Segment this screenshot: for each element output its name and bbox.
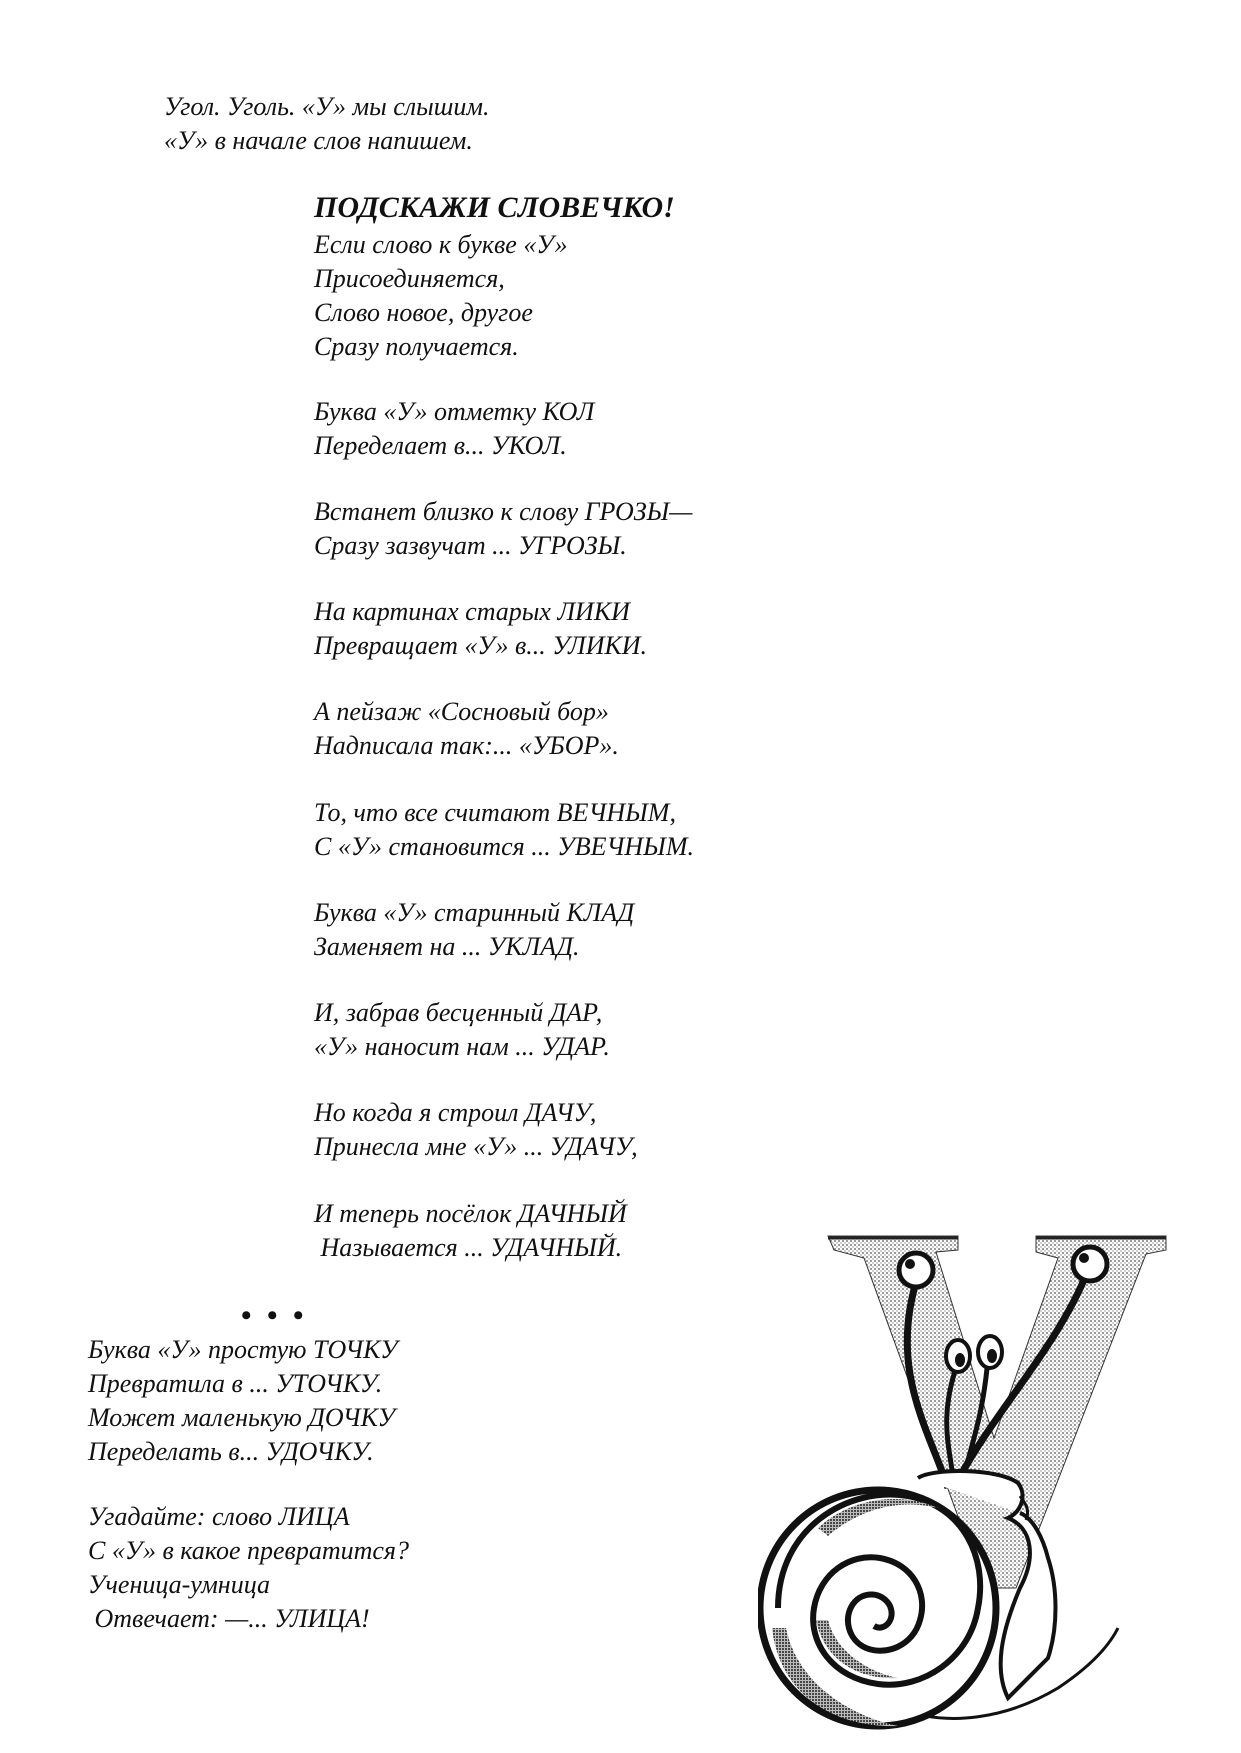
bottom-stanza-1 <box>88 1333 398 1469</box>
stanza-10 <box>314 1197 627 1265</box>
poem-line: Буква «У» отметку КОЛ <box>314 397 595 426</box>
poem-line: И, забрав бесценный ДАР, <box>314 998 603 1027</box>
intro-line: Угол. Уголь. «У» мы слышим. <box>164 92 490 121</box>
section-separator: • • • <box>241 1299 308 1332</box>
stanza-2 <box>314 395 594 463</box>
stanza-5 <box>314 695 619 763</box>
intro-couplet <box>164 90 489 158</box>
poem-line: Ученица-умница <box>88 1570 271 1599</box>
poem-line: Переделать в... УДОЧКУ. <box>88 1437 374 1466</box>
poem-title: ПОДСКАЖИ СЛОВЕЧКО! <box>314 191 675 224</box>
bottom-stanza-2 <box>88 1500 409 1636</box>
poem-line: Слово новое, другое <box>314 298 533 327</box>
poem-line: Надписала так:... «УБОР». <box>314 731 619 760</box>
poem-line: «У» наносит нам ... УДАР. <box>314 1032 610 1061</box>
poem-line: Если слово к букве «У» <box>314 230 568 259</box>
stanza-9 <box>314 1096 638 1164</box>
poem-line: Превратила в ... УТОЧКУ. <box>88 1369 383 1398</box>
stanza-4 <box>314 595 647 663</box>
stanza-6 <box>314 796 694 864</box>
poem-line: Переделает в... УКОЛ. <box>314 431 567 460</box>
poem-line: С «У» становится ... УВЕЧНЫМ. <box>314 832 694 861</box>
poem-line: Но когда я строил ДАЧУ, <box>314 1098 597 1127</box>
poem-line: Может маленькую ДОЧКУ <box>88 1403 395 1432</box>
poem-line: И теперь посёлок ДАЧНЫЙ <box>314 1199 627 1228</box>
poem-line: Встанет близко к слову ГРОЗЫ— <box>314 497 693 526</box>
poem-line: Присоединяется, <box>314 264 505 293</box>
poem-line: Сразу зазвучат ... УГРОЗЫ. <box>314 531 627 560</box>
poem-line: Угадайте: слово ЛИЦА <box>88 1502 350 1531</box>
poem-line: А пейзаж «Сосновый бор» <box>314 697 609 726</box>
poem-line: Называется ... УДАЧНЫЙ. <box>314 1233 623 1262</box>
poem-line: С «У» в какое превратится? <box>88 1536 410 1565</box>
stanza-8 <box>314 996 610 1064</box>
stanza-7 <box>314 896 634 964</box>
stanza-3 <box>314 495 692 563</box>
poem-line: Сразу получается. <box>314 332 519 361</box>
poem-line: Принесла мне «У» ... УДАЧУ, <box>314 1132 638 1161</box>
poem-line: Превращает «У» в... УЛИКИ. <box>314 631 648 660</box>
poem-line: Заменяет на ... УКЛАД. <box>314 932 580 961</box>
poem-line: Буква «У» старинный КЛАД <box>314 898 635 927</box>
poem-line: Отвечает: —... УЛИЦА! <box>88 1604 370 1633</box>
poem-line: То, что все считают ВЕЧНЫМ, <box>314 798 676 827</box>
poem-line: На картинах старых ЛИКИ <box>314 597 630 626</box>
intro-line: «У» в начале слов напишем. <box>164 126 473 155</box>
stanza-1 <box>314 228 567 364</box>
snail-letter-u-icon <box>758 1228 1178 1738</box>
poem-line: Буква «У» простую ТОЧКУ <box>88 1335 398 1364</box>
